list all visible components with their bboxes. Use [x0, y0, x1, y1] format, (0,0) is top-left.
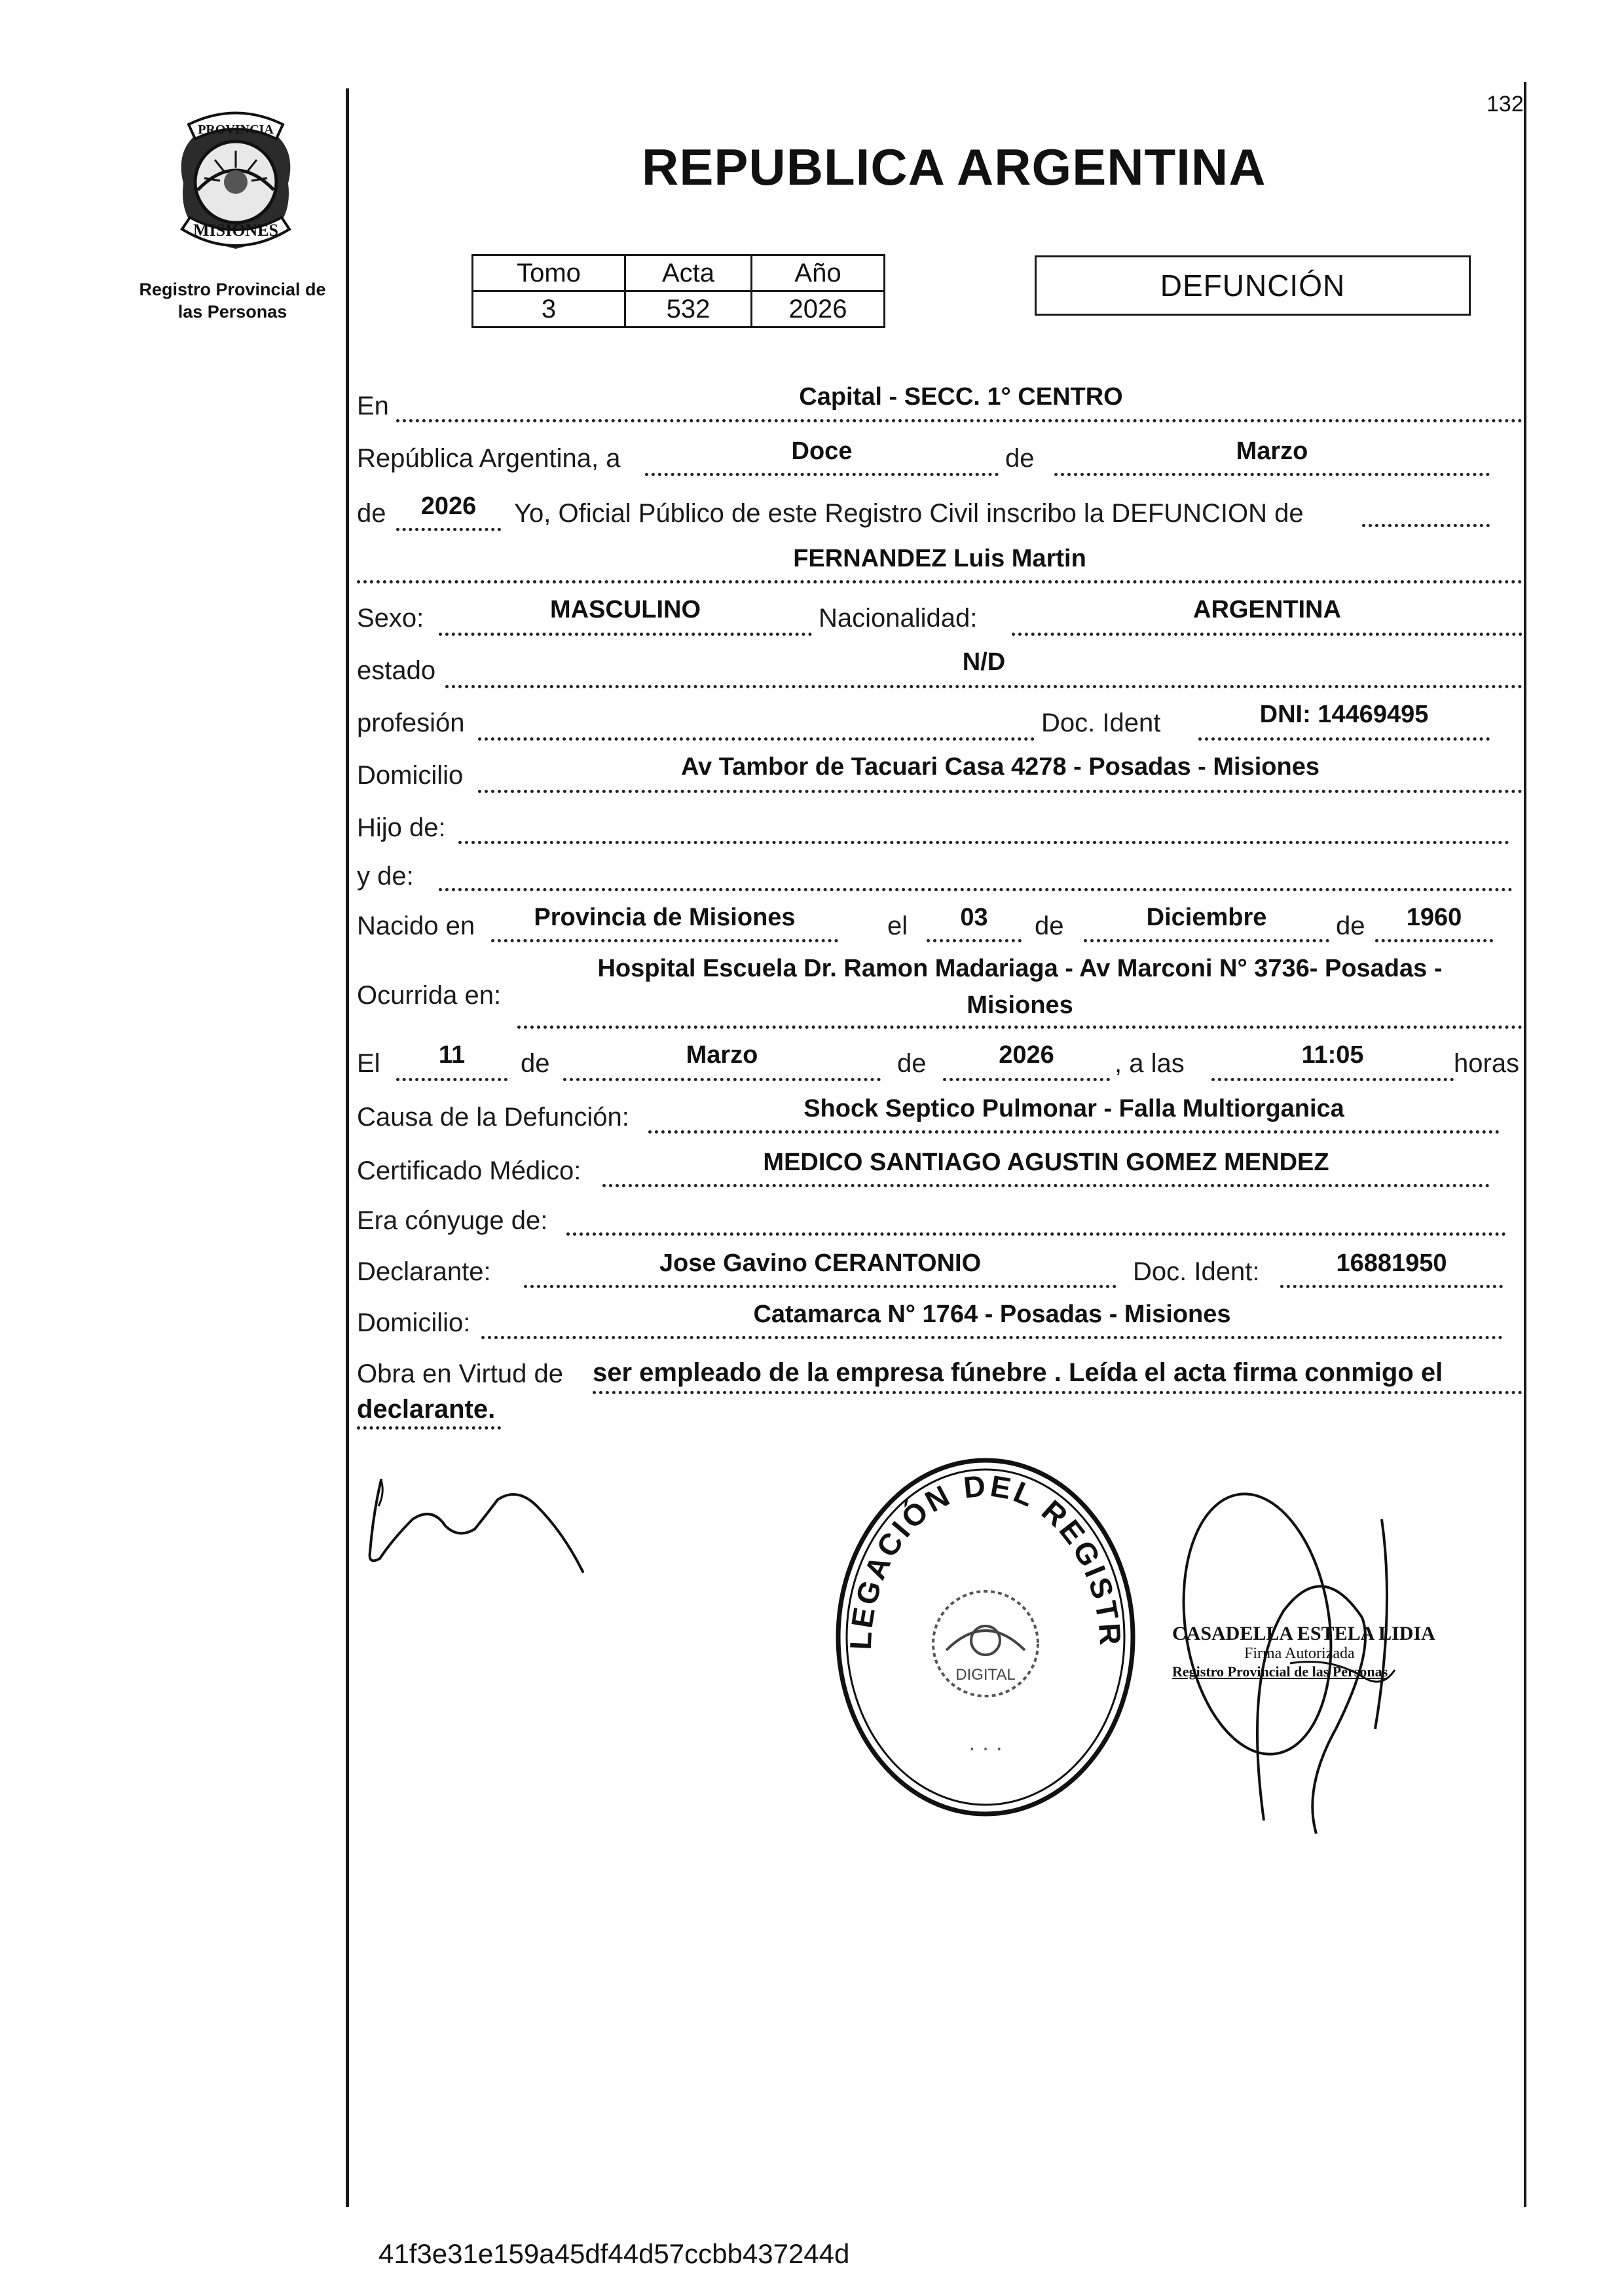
- certificado-label: Certificado Médico:: [357, 1156, 581, 1185]
- month-value: Marzo: [1236, 437, 1308, 465]
- death-month-value: Marzo: [686, 1041, 758, 1069]
- certificado-value: MEDICO SANTIAGO AGUSTIN GOMEZ MENDEZ: [763, 1149, 1329, 1176]
- a-las-label: , a las: [1115, 1049, 1185, 1078]
- dotted-line: [396, 419, 1522, 422]
- death-place-line1: Hospital Escuela Dr. Ramon Madariaga - Av Marconi N° 3736- Posadas -: [597, 955, 1443, 982]
- dotted-line: [478, 790, 1522, 793]
- de-label: de: [1005, 444, 1035, 473]
- tomo-header: Tomo: [473, 255, 625, 291]
- y-de-label: y de:: [357, 862, 414, 891]
- dotted-line: [943, 1078, 1110, 1081]
- svg-text:MISIONES: MISIONES: [193, 221, 279, 240]
- estado-value: N/D: [962, 648, 1006, 676]
- deceased-name: FERNANDEZ Luis Martin: [793, 545, 1086, 572]
- right-margin-rule: [1524, 82, 1526, 2207]
- record-type-box: DEFUNCIÓN: [1035, 255, 1471, 316]
- declarante-doc-label: Doc. Ident:: [1133, 1257, 1260, 1286]
- dotted-line: [648, 1130, 1500, 1134]
- death-place-line2: Misiones: [967, 991, 1073, 1019]
- page-title: REPUBLICA ARGENTINA: [642, 138, 1266, 196]
- dotted-line: [396, 1078, 507, 1081]
- dotted-line: [593, 1391, 1522, 1394]
- dotted-line: [1084, 939, 1329, 942]
- tomo-value: 3: [473, 291, 625, 327]
- birth-de2-label: de: [1336, 912, 1365, 940]
- official-title: Firma Autorizada: [1244, 1645, 1355, 1662]
- document-hash: 41f3e31e159a45df44d57ccbb437244d: [378, 2238, 850, 2269]
- dotted-line: [1012, 633, 1522, 636]
- dotted-line: [1198, 737, 1490, 741]
- declarante-domicilio-label: Domicilio:: [357, 1308, 471, 1337]
- dotted-line: [927, 939, 1022, 942]
- stamp-outer-text: LEGACIÓN DEL REGISTRO DE LAS PERSONAS: [819, 1426, 1128, 1651]
- dotted-line: [645, 473, 999, 476]
- provincial-seal-logo: [157, 105, 314, 262]
- birth-de1-label: de: [1035, 912, 1064, 940]
- dotted-line: [439, 888, 1513, 891]
- left-margin-rule: [346, 88, 349, 2207]
- conyuge-label: Era cónyuge de:: [357, 1206, 548, 1235]
- sexo-label: Sexo:: [357, 604, 424, 633]
- ocurrida-label: Ocurrida en:: [357, 981, 502, 1010]
- dotted-line: [458, 841, 1509, 844]
- year-value: 2026: [420, 492, 477, 520]
- declarant-signature: [367, 1467, 642, 1585]
- dotted-line: [478, 737, 1035, 741]
- sexo-value: MASCULINO: [549, 596, 701, 623]
- dotted-line: [1375, 939, 1493, 942]
- day-value: Doce: [791, 437, 853, 465]
- birth-year-value: 1960: [1406, 904, 1462, 931]
- dotted-line: [602, 1184, 1490, 1187]
- hijo-de-label: Hijo de:: [357, 813, 446, 842]
- el-label: el: [887, 912, 908, 940]
- causa-value: Shock Septico Pulmonar - Falla Multiorganica: [803, 1095, 1344, 1122]
- nacionalidad-value: ARGENTINA: [1193, 596, 1341, 623]
- dotted-line: [563, 1078, 881, 1081]
- dotted-line: [517, 1026, 1522, 1029]
- dotted-line: [439, 633, 812, 636]
- dotted-line: [445, 685, 1522, 688]
- dotted-line: [1211, 1078, 1454, 1081]
- birthplace-value: Provincia de Misiones: [534, 904, 796, 931]
- place-value: Capital - SECC. 1° CENTRO: [799, 383, 1123, 411]
- estado-label: estado: [357, 656, 436, 685]
- death-day-value: 11: [438, 1041, 466, 1069]
- stamp-inner-text: DIGITAL: [955, 1666, 1016, 1684]
- inscribe-text: Yo, Oficial Público de este Registro Civil inscribo la DEFUNCION de: [514, 499, 1304, 528]
- death-de1-label: de: [521, 1049, 550, 1078]
- declarante-doc-value: 16881950: [1336, 1249, 1447, 1277]
- dotted-line: [396, 528, 501, 531]
- death-de2-label: de: [897, 1049, 927, 1078]
- en-label: En: [357, 392, 389, 420]
- declarante-domicilio-value: Catamarca N° 1764 - Posadas - Misiones: [753, 1301, 1231, 1328]
- profesion-label: profesión: [357, 709, 465, 737]
- record-number-table: [471, 254, 885, 328]
- dotted-line: [491, 939, 838, 942]
- dotted-line: [1280, 1285, 1503, 1288]
- domicilio-label: Domicilio: [357, 761, 464, 790]
- birth-day-value: 03: [960, 904, 988, 931]
- declarante-value: Jose Gavino CERANTONIO: [659, 1249, 982, 1277]
- acta-header: Acta: [625, 255, 752, 291]
- obra-label: Obra en Virtud de: [357, 1359, 564, 1388]
- svg-text:PROVINCIA: PROVINCIA: [198, 122, 274, 137]
- official-stamp: [819, 1426, 1139, 1821]
- horas-label: horas: [1454, 1049, 1520, 1078]
- declarante-label: Declarante:: [357, 1257, 491, 1286]
- death-year-value: 2026: [999, 1041, 1054, 1069]
- dotted-line: [481, 1336, 1503, 1339]
- nacionalidad-label: Nacionalidad:: [819, 604, 978, 633]
- official-name: CASADELLA ESTELA LIDIA: [1172, 1623, 1435, 1644]
- acta-value: 532: [625, 291, 752, 327]
- doc-ident-label: Doc. Ident: [1041, 709, 1161, 737]
- page-number: 132: [1486, 92, 1524, 117]
- doc-ident-value: DNI: 14469495: [1259, 701, 1429, 728]
- birth-month-value: Diciembre: [1146, 904, 1267, 931]
- death-el-label: El: [357, 1049, 380, 1078]
- dotted-line: [566, 1232, 1506, 1236]
- dotted-line: [1054, 473, 1490, 476]
- nacido-en-label: Nacido en: [357, 912, 475, 940]
- dotted-line: [524, 1285, 1116, 1288]
- death-time-value: 11:05: [1301, 1041, 1364, 1069]
- anio-header: Año: [752, 255, 885, 291]
- republica-label: República Argentina, a: [357, 444, 621, 473]
- dotted-line: [1362, 524, 1490, 527]
- obra-value-line2: declarante.: [357, 1395, 496, 1424]
- dotted-line: [357, 1426, 501, 1430]
- domicilio-value: Av Tambor de Tacuari Casa 4278 - Posadas - Misiones: [681, 753, 1320, 781]
- registry-caption: Registro Provincial de las Personas: [139, 280, 326, 322]
- anio-value: 2026: [752, 291, 885, 327]
- official-office: Registro Provincial de las Personas: [1172, 1663, 1388, 1680]
- dotted-line: [357, 580, 1522, 583]
- causa-label: Causa de la Defunción:: [357, 1103, 629, 1132]
- svg-text:· · ·: · · ·: [968, 1735, 1003, 1760]
- year-prefix-label: de: [357, 499, 386, 528]
- obra-value: ser empleado de la empresa fúnebre . Leída el acta firma conmigo el: [593, 1358, 1443, 1387]
